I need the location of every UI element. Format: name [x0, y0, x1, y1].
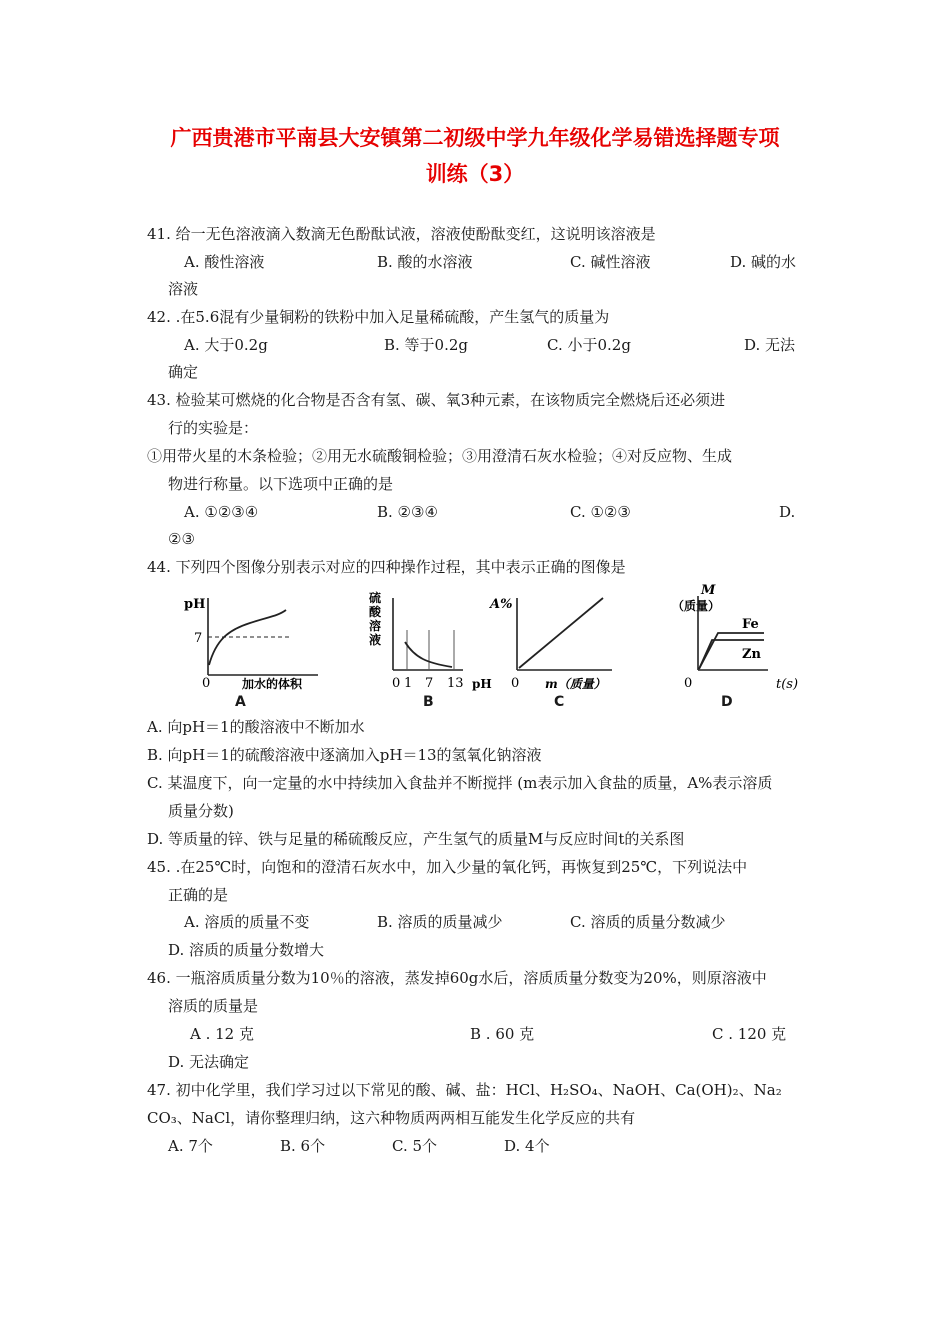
- q41-option-c: C. 碱性溶液: [570, 253, 651, 271]
- figure-d-series-zn: Zn: [742, 647, 761, 662]
- q43-stem-4: 物进行称量。以下选项中正确的是: [168, 475, 394, 493]
- q41-option-d-cont: 溶液: [168, 280, 199, 298]
- figure-c-origin: 0: [511, 676, 520, 691]
- figure-b-caption: B: [423, 694, 434, 710]
- q43-option-b: B. ②③④: [377, 503, 438, 521]
- q43-option-d-cont: ②③: [168, 530, 195, 548]
- figure-c-caption: C: [554, 694, 565, 710]
- q45-option-d: D. 溶质的质量分数增大: [168, 941, 325, 959]
- figure-d-origin: 0: [684, 676, 693, 691]
- figure-b-ylabel-char-3: 溶: [369, 619, 382, 633]
- page-title-line-2: 训练（3）: [425, 162, 525, 186]
- figure-b-xtick-13: 13: [447, 676, 464, 691]
- figure-c-line: [519, 598, 603, 668]
- q45-option-b: B. 溶质的质量减少: [377, 913, 503, 931]
- figure-a-ylabel: pH: [184, 597, 206, 612]
- q42-option-c: C. 小于0.2g: [547, 336, 631, 354]
- q41-option-d: D. 碱的水: [730, 253, 797, 271]
- figure-c-ylabel: A%: [490, 597, 513, 612]
- figure-a-caption: A: [235, 694, 246, 710]
- q47-stem-2: CO₃、NaCl，请你整理归纳，这六种物质两两相互能发生化学反应的共有: [147, 1109, 636, 1127]
- figure-d-ylabel-2: （质量）: [672, 599, 721, 613]
- q44-option-c-1: C. 某温度下，向一定量的水中持续加入食盐并不断搅拌 (m表示加入食盐的质量，A%表示溶质: [147, 774, 773, 792]
- figure-b: [363, 590, 503, 690]
- q43-stem-2: 行的实验是：: [168, 419, 259, 437]
- q47-option-c: C. 5个: [392, 1137, 438, 1155]
- figure-a-origin: 0: [202, 676, 211, 691]
- q47-stem-1: 47. 初中化学里，我们学习过以下常见的酸、碱、盐：HCl、H₂SO₄、NaOH、Ca(OH)₂、Na₂: [147, 1081, 782, 1099]
- figure-b-ylabel-char-1: 硫: [369, 591, 382, 605]
- figure-a-xlabel: 加水的体积: [242, 677, 303, 691]
- q45-stem-2: 正确的是: [168, 886, 229, 904]
- q43-option-c: C. ①②③: [570, 503, 631, 521]
- figure-c: [487, 590, 647, 690]
- figure-a: [178, 590, 348, 690]
- q46-stem-2: 溶质的质量是: [168, 997, 259, 1015]
- q47-option-b: B. 6个: [280, 1137, 326, 1155]
- figure-a-ytick-7: 7: [194, 631, 203, 646]
- q41-option-a: A. 酸性溶液: [184, 253, 265, 271]
- figure-b-xunit: pH: [472, 677, 492, 691]
- q43-stem-1: 43. 检验某可燃烧的化合物是否含有氢、碳、氧3种元素，在该物质完全燃烧后还必须进: [147, 391, 726, 409]
- q47-option-a: A. 7个: [168, 1137, 213, 1155]
- figure-c-xlabel: m（质量）: [545, 677, 606, 691]
- q47-option-d: D. 4个: [504, 1137, 550, 1155]
- figure-b-xtick-1: 1: [404, 676, 413, 691]
- q44-option-c-2: 质量分数): [168, 802, 234, 820]
- q43-option-d: D.: [779, 503, 796, 521]
- q44-option-d: D. 等质量的锌、铁与足量的稀硫酸反应，产生氢气的质量M与反应时间t的关系图: [147, 830, 685, 848]
- q44-stem: 44. 下列四个图像分别表示对应的四种操作过程，其中表示正确的图像是: [147, 558, 626, 576]
- q45-option-c: C. 溶质的质量分数减少: [570, 913, 726, 931]
- q44-option-b: B. 向pH＝1的硫酸溶液中逐滴加入pH＝13的氢氧化钠溶液: [147, 746, 542, 764]
- q43-option-a: A. ①②③④: [184, 503, 259, 521]
- q46-option-c: C . 120 克: [712, 1025, 787, 1043]
- q45-stem-1: 45. .在25℃时，向饱和的澄清石灰水中，加入少量的氧化钙，再恢复到25℃，下列说法中: [147, 858, 748, 876]
- figure-d-caption: D: [721, 694, 733, 710]
- q42-option-d: D. 无法: [744, 336, 796, 354]
- figure-d-series-fe: Fe: [742, 617, 759, 632]
- page-title-line-1: 广西贵港市平南县大安镇第二初级中学九年级化学易错选择题专项: [170, 126, 780, 150]
- q42-option-d-cont: 确定: [168, 363, 199, 381]
- q42-option-a: A. 大于0.2g: [184, 336, 268, 354]
- q43-stem-3: ①用带火星的木条检验；②用无水硫酸铜检验；③用澄清石灰水检验；④对反应物、生成: [147, 447, 733, 465]
- q45-option-a: A. 溶质的质量不变: [184, 913, 310, 931]
- q46-option-b: B . 60 克: [470, 1025, 535, 1043]
- q46-stem-1: 46. 一瓶溶质质量分数为10％的溶液，蒸发掉60g水后，溶质质量分数变为20%，则原溶液中: [147, 969, 767, 987]
- q46-option-d: D. 无法确定: [168, 1053, 250, 1071]
- figure-d-ylabel: M: [701, 583, 716, 598]
- q41-stem: 41. 给一无色溶液滴入数滴无色酚酞试液，溶液使酚酞变红，这说明该溶液是: [147, 225, 656, 243]
- q42-option-b: B. 等于0.2g: [384, 336, 469, 354]
- q46-option-a: A . 12 克: [190, 1025, 254, 1043]
- figure-b-xtick-0: 0: [392, 676, 401, 691]
- figure-b-xtick-7: 7: [425, 676, 434, 691]
- q44-option-a: A. 向pH＝1的酸溶液中不断加水: [147, 718, 365, 736]
- q42-stem: 42. .在5.6混有少量铜粉的铁粉中加入足量稀硫酸，产生氢气的质量为: [147, 308, 610, 326]
- figure-b-ylabel-char-2: 酸: [369, 605, 382, 619]
- figure-d: [668, 580, 808, 690]
- figure-b-ylabel-char-4: 液: [369, 633, 382, 647]
- q41-option-b: B. 酸的水溶液: [377, 253, 473, 271]
- figure-d-xlabel: t(s): [776, 677, 799, 692]
